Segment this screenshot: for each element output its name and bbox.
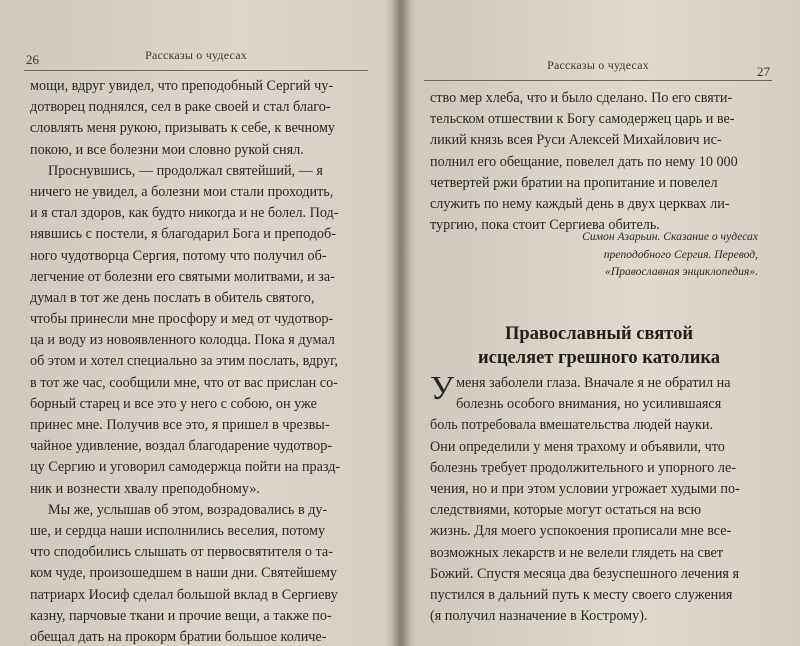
text-line: ше, и сердца наши исполнились веселия, потому — [30, 522, 326, 539]
text-line: тельском отшествии к Богу самодержец царь и ве- — [430, 111, 735, 128]
text-line: мощи, вдруг увидел, что преподобный Сергий чу- — [30, 78, 334, 94]
text-line: ком чуде, произошедшем в наши дни. Святейшему — [30, 565, 338, 582]
text-line: боль потребовала вмешательства людей науки. — [430, 417, 714, 434]
text-line: обещал дать на прокорм братии большое количе- — [30, 628, 327, 645]
text-line: следствиями, которые могут остаться на всю — [430, 502, 702, 519]
heading-line: исцеляет грешного католика — [478, 348, 720, 368]
story-first-line-text: меня заболели глаза. Вначале я не обратил на — [456, 375, 731, 391]
text-line: ного чудотворца Сергия, потому что получил об- — [30, 247, 327, 264]
left-page — [0, 0, 398, 646]
left-running-head: Рассказы о чудесах — [145, 48, 247, 62]
right-page — [402, 0, 800, 646]
right-page-header — [424, 58, 772, 81]
text-line: Божий. Спустя месяца два безуспешного лечения я — [430, 565, 740, 582]
text-line: полнил его обещание, повелел дать по нему 10 000 — [430, 153, 738, 170]
text-line: пустился в дальний путь к месту своего служения — [430, 586, 733, 603]
text-line: нявшись с постели, я благодарил Бога и преподоб- — [30, 226, 336, 243]
text-line: жизнь. Для моего успокоения прописали мне все- — [430, 523, 732, 540]
right-running-head: Рассказы о чудесах — [547, 58, 649, 72]
text-line: и я стал здоров, как будто никогда и не болел. Под- — [30, 205, 339, 222]
text-line: возможных лекарств и не велели глядеть на свет — [430, 544, 723, 561]
story-text — [430, 370, 768, 627]
text-line: словлять меня рукою, призывать к себе, к вечному — [30, 120, 336, 137]
text-line: в тот же час, сообщили мне, что от вас прислан со- — [30, 374, 338, 391]
text-line: дотворец поднялся, сел в раке своей и стал благо- — [30, 99, 331, 116]
text-line: четвертей ржи братии на пропитание и повелел — [430, 174, 718, 191]
text-line: болезнь требует продолжительного и упорного ле- — [430, 459, 736, 476]
text-line: думал в тот же день послать в обитель святого, — [30, 289, 315, 306]
text-line: патриарх Иосиф сделал большой вклад в Сергиеву — [30, 586, 338, 603]
attribution-line: «Православная энциклопедия». — [605, 265, 758, 278]
text-line: принес мне. Получив все это, я пришел в чрезвы- — [30, 417, 330, 433]
text-line: легчение от болезни его святыми молитвами, и за- — [30, 268, 335, 285]
text-line: что сподобились слышать от первосвятителя о та- — [30, 544, 333, 561]
heading-line: Православный святой — [505, 324, 693, 344]
text-line: Мы же, услышав об этом, возрадовались в ду- — [48, 501, 328, 518]
attribution-line: Симон Азарьин. Сказание о чудесах — [582, 230, 758, 243]
section-heading — [430, 322, 768, 370]
left-page-text — [30, 76, 358, 646]
text-line: тургию, пока стоит Сергиева обитель. — [430, 217, 660, 234]
text-line: чтобы принесли мне просфору и мед от чудотвор- — [30, 311, 334, 328]
drop-cap: У — [430, 370, 455, 407]
text-line: болезнь особого внимания, но усилившаяся — [456, 396, 722, 413]
text-line: ство мер хлеба, что и было сделано. По его святи- — [430, 90, 733, 106]
text-line: ца и воду из новоявленного колодца. Пока я думал — [30, 332, 335, 349]
text-line: чения, но и при этом условии угрожает худыми по- — [430, 480, 740, 497]
right-page-continued-text — [430, 88, 768, 236]
attribution-line: преподобного Сергия. Перевод, — [603, 247, 758, 261]
text-line: чайное удивление, воздал благодарение чудотвор- — [30, 438, 333, 455]
text-line: казну, парчовые ткани и прочие вещи, а также по- — [30, 607, 332, 624]
source-attribution — [462, 228, 758, 281]
text-line: Они определили у меня трахому и объявили, что — [430, 438, 725, 455]
left-page-number: 26 — [26, 52, 39, 67]
text-line: Проснувшись, — продолжал святейший, — я — [48, 162, 323, 179]
left-page-header — [24, 48, 368, 71]
text-line: борный старец и все это у него с собою, он уже — [30, 395, 317, 412]
text-line: об этом и хотел специально за этим послать, вдруг, — [30, 353, 338, 370]
text-line: ничего не увидел, а болезни мои стали проходить, — [30, 183, 334, 200]
text-line: (я получил назначение в Кострому). — [430, 608, 648, 625]
text-line: покою, и все болезни мои словно рукой снял. — [30, 141, 304, 158]
text-line: ликий князь всея Руси Алексей Михайлович ис- — [430, 132, 722, 149]
right-page-number: 27 — [757, 64, 770, 79]
text-line: служить по нему каждый день в двух церквах ли- — [430, 195, 730, 212]
text-line: цу Сергию и уговорил самодержца пойти на празд- — [30, 459, 341, 476]
text-line: ник и вознести хвалу преподобному». — [30, 480, 260, 497]
